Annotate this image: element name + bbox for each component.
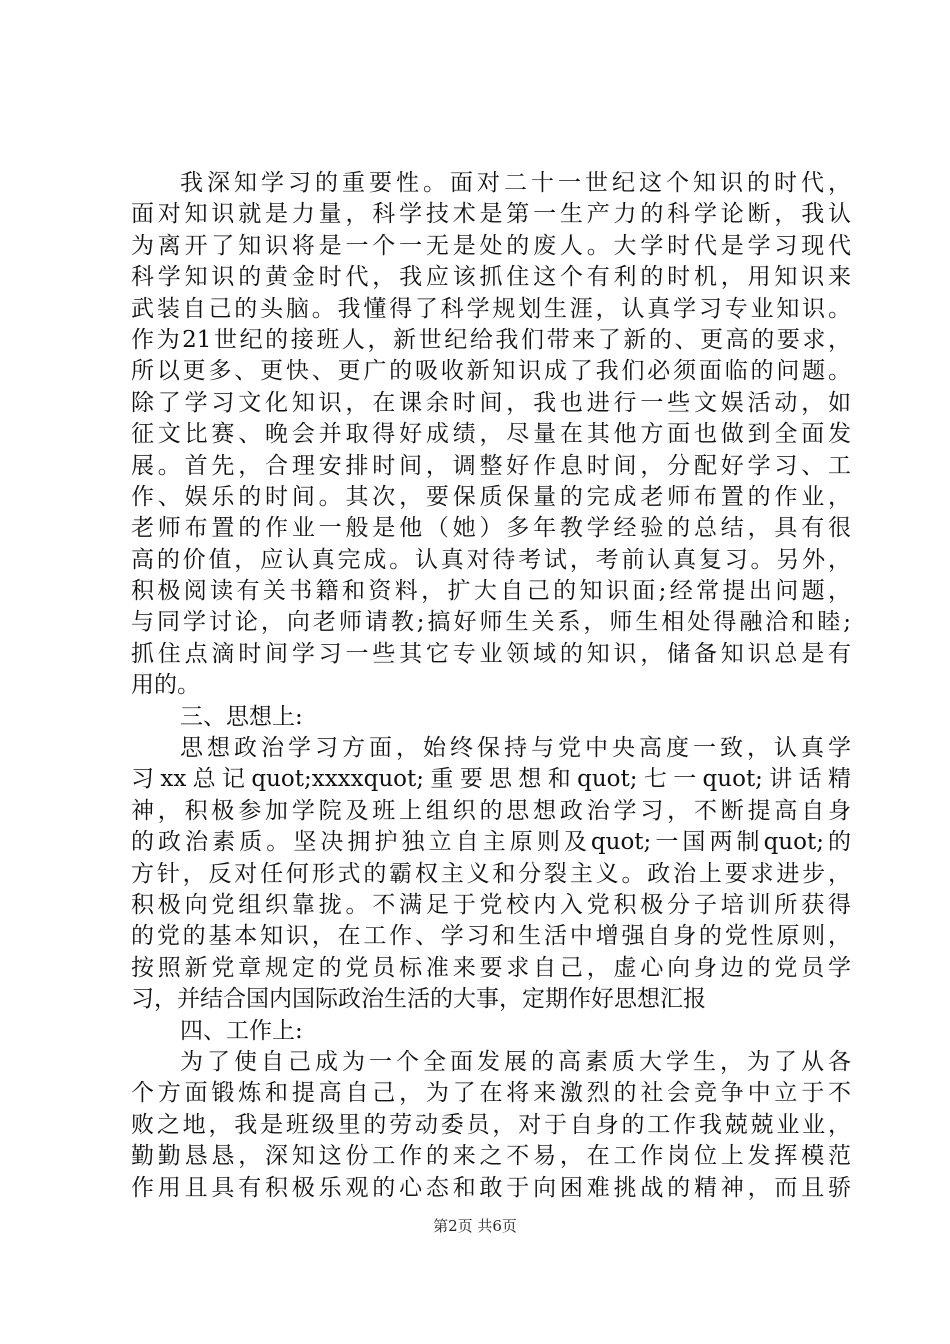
text-line: 勤勤恳恳，深知这份工作的来之不易，在工作岗位上发挥模范: [131, 1143, 851, 1170]
text-line: 习，并结合国内国际政治生活的大事，定期作好思想汇报: [131, 986, 706, 1013]
text-line: 作为21世纪的接班人，新世纪给我们带来了新的、更高的要求，: [131, 326, 851, 353]
text-line: 四、工作上:: [180, 1017, 303, 1044]
text-line: 方针，反对任何形式的霸权主义和分裂主义。政治上要求进步，: [131, 860, 851, 887]
page-footer: 第2页 共6页: [433, 1217, 517, 1235]
text-line: 面对知识就是力量，科学技术是第一生产力的科学论断，我认: [131, 201, 851, 228]
text-line: 按照新党章规定的党员标准来要求自己，虚心向身边的党员学: [131, 954, 851, 981]
text-line: 为离开了知识将是一个一无是处的废人。大学时代是学习现代: [131, 232, 851, 259]
text-line: 神，积极参加学院及班上组织的思想政治学习，不断提高自身: [131, 797, 851, 824]
text-line: 为了使自己成为一个全面发展的高素质大学生，为了从各: [180, 1048, 851, 1075]
text-line: 败之地，我是班级里的劳动委员，对于自身的工作我兢兢业业，: [131, 1111, 851, 1138]
text-line: 作用且具有积极乐观的心态和敢于向困难挑战的精神，而且骄: [131, 1174, 851, 1201]
text-line: 思想政治学习方面，始终保持与党中央高度一致，认真学: [180, 735, 851, 762]
body-text: [131, 168, 851, 1204]
text-line: 积极阅读有关书籍和资料，扩大自己的知识面;经常提出问题，: [131, 578, 851, 605]
text-line: 展。首先，合理安排时间，调整好作息时间，分配好学习、工: [131, 452, 851, 479]
text-line: 与同学讨论，向老师请教;搞好师生关系，师生相处得融洽和睦;: [131, 609, 851, 636]
text-line: 三、思想上:: [180, 703, 303, 730]
text-line: 个方面锻炼和提高自己，为了在将来激烈的社会竞争中立于不: [131, 1080, 851, 1107]
text-line: 除了学习文化知识，在课余时间，我也进行一些文娱活动，如: [131, 389, 851, 416]
text-line: 科学知识的黄金时代，我应该抓住这个有利的时机，用知识来: [131, 264, 851, 291]
text-line: 我深知学习的重要性。面对二十一世纪这个知识的时代，: [180, 170, 851, 196]
text-line: 用的。: [131, 672, 200, 699]
text-line: 高的价值，应认真完成。认真对待考试，考前认真复习。另外，: [131, 546, 851, 573]
text-line: 抓住点滴时间学习一些其它专业领域的知识，储备知识总是有: [131, 640, 851, 667]
text-line: 征文比赛、晚会并取得好成绩，尽量在其他方面也做到全面发: [131, 421, 851, 448]
text-line: 武装自己的头脑。我懂得了科学规划生涯，认真学习专业知识。: [131, 295, 851, 322]
text-line: 作、娱乐的时间。其次，要保质保量的完成老师布置的作业，: [131, 483, 851, 510]
text-line: 的党的基本知识，在工作、学习和生活中增强自身的党性原则，: [131, 923, 851, 950]
text-line: 所以更多、更快、更广的吸收新知识成了我们必须面临的问题。: [131, 358, 851, 385]
text-line: 积极向党组织靠拢。不满足于党校内入党积极分子培训所获得: [131, 891, 851, 918]
text-line: 老师布置的作业一般是他（她）多年教学经验的总结，具有很: [131, 515, 851, 542]
text-line: 习xx总记quot;xxxxquot;重要思想和quot;七一quot;讲话精: [131, 766, 851, 793]
text-line: 的政治素质。坚决拥护独立自主原则及quot;一国两制quot;的: [131, 829, 851, 856]
